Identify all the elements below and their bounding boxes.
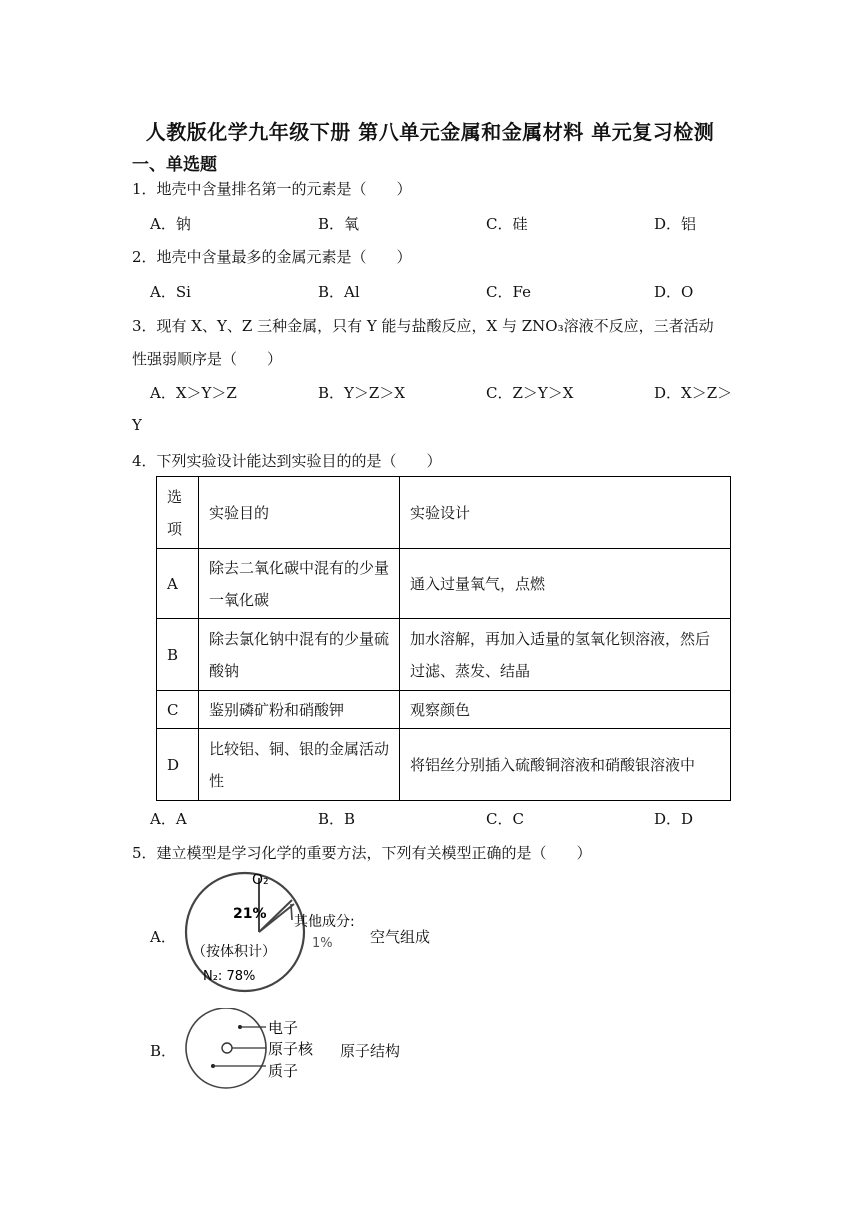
page-title: 人教版化学九年级下册 第八单元金属和金属材料 单元复习检测 (145, 120, 715, 144)
table-cell-option: C (157, 691, 199, 729)
question-1-option-b: B．氧 (318, 215, 360, 233)
question-3-option-d: D．X＞Z＞ (654, 384, 733, 402)
question-3-stem-line-1: 3．现有 X、Y、Z 三种金属，只有 Y 能与盐酸反应，X 与 ZNO₃溶液不反应，三者活动 (132, 317, 714, 335)
atom-nucleus-circle (222, 1043, 232, 1053)
question-2-option-a: A．Si (150, 283, 191, 301)
question-3-option-c: C．Z＞Y＞X (486, 384, 574, 402)
question-3-option-b: B．Y＞Z＞X (318, 384, 406, 402)
other-percent: 1% (312, 936, 333, 951)
table-cell-design: 观察颜色 (400, 691, 731, 729)
table-cell-design: 将铝丝分别插入硫酸铜溶液和硝酸银溶液中 (400, 729, 731, 801)
question-4-option-c: C．C (486, 810, 524, 828)
question-3-stem-line-2: 性强弱顺序是（ ） (132, 350, 283, 368)
table-cell-option: A (157, 549, 199, 619)
electron-label: 电子 (268, 1019, 299, 1037)
question-4-option-b: B．B (318, 810, 356, 828)
section-heading: 一、单选题 (132, 155, 217, 175)
question-2-option-c: C．Fe (486, 283, 531, 301)
question-4-option-a: A．A (150, 810, 187, 828)
question-5-option-b-label: B． (150, 1042, 177, 1060)
pie-pointer (291, 904, 292, 920)
question-2-stem: 2．地壳中含量最多的金属元素是（ ） (132, 248, 412, 266)
table-cell-goal: 除去氯化钠中混有的少量硫酸钠 (199, 619, 400, 691)
question-5-option-a-label: A． (150, 928, 176, 946)
nucleus-label: 原子核 (268, 1040, 314, 1058)
table-row (157, 619, 731, 691)
question-2-option-d: D．O (654, 283, 694, 301)
question-5-option-a-caption: 空气组成 (370, 928, 431, 946)
question-3-option-d-wrap: Y (132, 416, 142, 434)
table-cell-option: B (157, 619, 199, 691)
question-1-option-d: D．铝 (654, 215, 697, 233)
table-header-cell: 实验目的 (199, 477, 400, 549)
question-2-option-b: B．Al (318, 283, 360, 301)
table-cell-design: 加水溶解，再加入适量的氢氧化钡溶液，然后过滤、蒸发、结晶 (400, 619, 731, 691)
table-row (157, 549, 731, 619)
proton-label: 质子 (268, 1062, 299, 1080)
table-cell-goal: 比较铝、铜、银的金属活动性 (199, 729, 400, 801)
question-5-stem: 5．建立模型是学习化学的重要方法，下列有关模型正确的是（ ） (132, 844, 592, 862)
o2-percent: 21% (233, 906, 267, 922)
table-cell-design: 通入过量氧气，点燃 (400, 549, 731, 619)
table-header-cell: 实验设计 (400, 477, 731, 549)
table-row (157, 729, 731, 801)
question-4-option-d: D．D (654, 810, 694, 828)
question-4-table (156, 476, 731, 801)
table-cell-goal: 除去二氧化碳中混有的少量一氧化碳 (199, 549, 400, 619)
question-1-stem: 1．地壳中含量排名第一的元素是（ ） (132, 180, 412, 198)
table-cell-goal: 鉴别磷矿粉和硝酸钾 (199, 691, 400, 729)
question-3-option-a: A．X＞Y＞Z (150, 384, 237, 402)
basis-label: （按体积计） (192, 944, 276, 960)
air-composition-figure (170, 866, 390, 996)
table-header-row (157, 477, 731, 549)
o2-label: O₂ (252, 872, 269, 888)
table-row (157, 691, 731, 729)
table-header-cell: 选项 (157, 477, 199, 549)
table-cell-option: D (157, 729, 199, 801)
question-4-stem: 4．下列实验设计能达到实验目的的是（ ） (132, 452, 442, 470)
other-label: 其他成分: (294, 914, 355, 930)
question-5-option-b-caption: 原子结构 (340, 1042, 401, 1060)
question-1-option-a: A．钠 (150, 215, 191, 233)
atom-structure-figure (180, 1008, 340, 1090)
question-1-option-c: C．硅 (486, 215, 528, 233)
n2-label: N₂: 78% (203, 969, 256, 984)
